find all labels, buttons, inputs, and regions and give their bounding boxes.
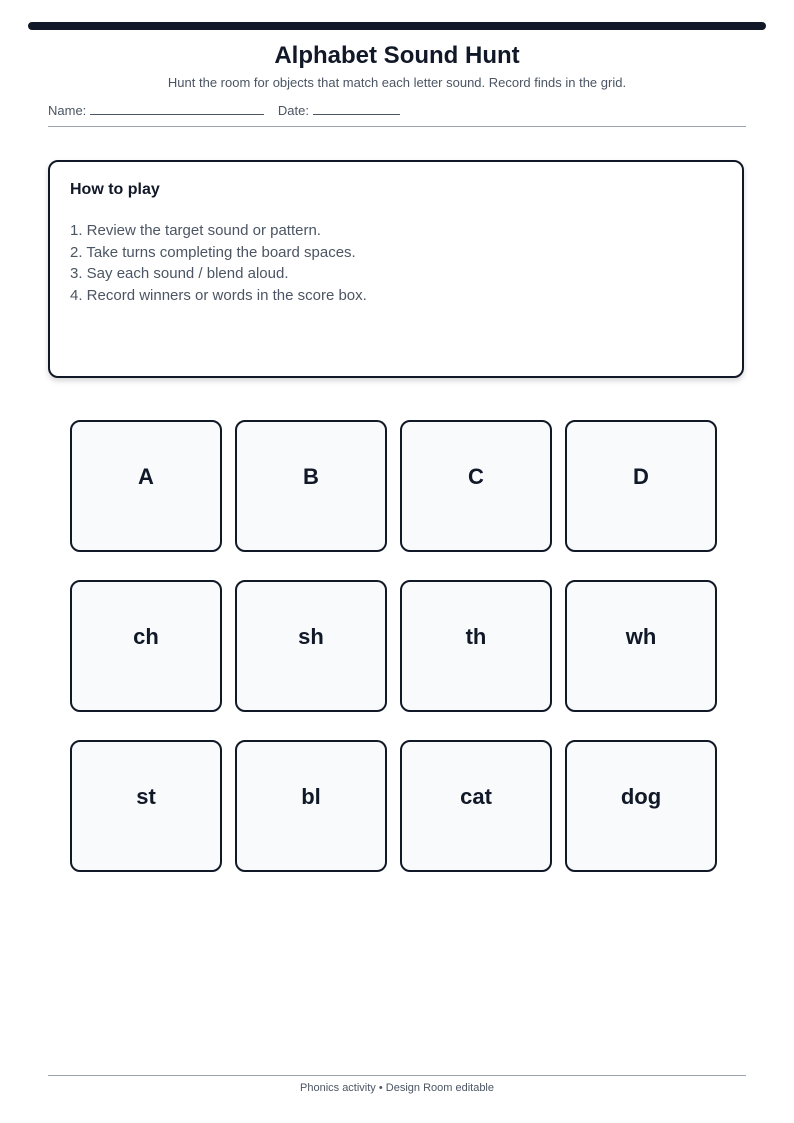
name-field <box>48 102 264 120</box>
sound-card-label: th <box>465 624 487 649</box>
date-label: Date: <box>277 103 309 118</box>
worksheet-title: Alphabet Sound Hunt <box>274 42 520 69</box>
step-item: 3. Say each sound / blend aloud. <box>70 265 289 282</box>
sound-card-d[interactable] <box>565 420 717 552</box>
sound-card-label: cat <box>460 784 492 809</box>
step-item: 4. Record winners or words in the score box. <box>70 286 367 304</box>
sound-card-label: sh <box>298 624 324 649</box>
sound-card-label: wh <box>625 624 657 649</box>
name-blank-line[interactable] <box>90 102 264 115</box>
footer-text: Phonics activity • Design Room editable <box>300 1082 494 1094</box>
step-item: 1. Review the target sound or pattern. <box>70 222 321 239</box>
sound-card-a[interactable] <box>70 420 222 552</box>
sound-card-b[interactable] <box>235 420 387 552</box>
sound-card-cat[interactable] <box>400 740 552 872</box>
sound-card-label: D <box>633 464 649 489</box>
sound-card-label: st <box>136 784 156 809</box>
sound-card-label: A <box>138 464 154 489</box>
how-to-play-title: How to play <box>70 181 160 198</box>
sound-card-ch[interactable] <box>70 580 222 712</box>
footer-divider <box>48 1075 746 1076</box>
sound-card-label: bl <box>301 784 321 809</box>
sound-card-sh[interactable] <box>235 580 387 712</box>
sound-card-dog[interactable] <box>565 740 717 872</box>
date-field <box>278 102 400 120</box>
name-label: Name: <box>48 103 87 118</box>
sound-card-st[interactable] <box>70 740 222 872</box>
sound-card-label: C <box>468 464 484 489</box>
sound-card-bl[interactable] <box>235 740 387 872</box>
how-to-play-box <box>48 160 744 378</box>
step-item: 2. Take turns completing the board spaces. <box>70 243 356 261</box>
sound-card-c[interactable] <box>400 420 552 552</box>
sound-card-label: dog <box>620 784 662 809</box>
sound-grid <box>70 420 722 872</box>
top-accent-bar <box>28 22 766 30</box>
how-to-play-steps <box>70 220 367 306</box>
name-date-row <box>48 102 746 127</box>
sound-card-wh[interactable] <box>565 580 717 712</box>
sound-card-label: ch <box>133 624 159 649</box>
sound-card-label: B <box>303 464 319 489</box>
sound-card-th[interactable] <box>400 580 552 712</box>
worksheet-subtitle: Hunt the room for objects that match each letter sound. Record finds in the grid. <box>167 75 627 90</box>
date-blank-line[interactable] <box>313 102 400 115</box>
